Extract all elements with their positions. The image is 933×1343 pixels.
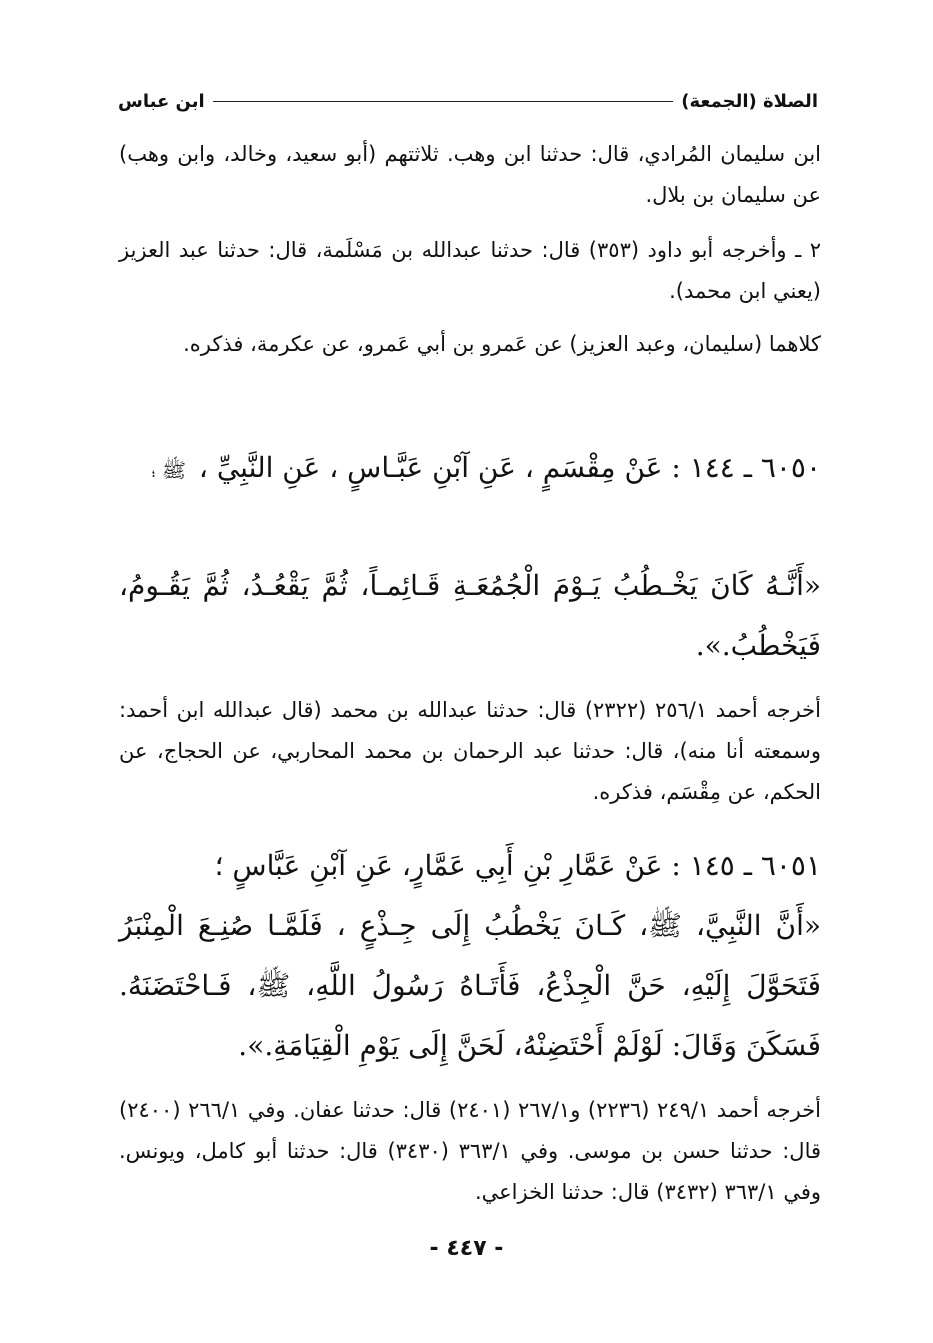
header-section-title: الصلاة (الجمعة) <box>681 90 818 112</box>
intro-text-1: ابن سليمان المُرادي، قال: حدثنا ابن وهب. ثلاثتهم (أبو سعيد، وخالد، وابن وهب) عن سليمان بن بلال. <box>119 142 821 207</box>
header-rule <box>213 101 674 102</box>
intro-paragraph-1 <box>119 134 821 216</box>
hadith-144-heading <box>119 438 821 500</box>
hadith-144-commentary <box>119 690 821 813</box>
hadith-145-matn <box>119 896 821 1076</box>
page-number: - ٤٤٧ - <box>429 1236 504 1261</box>
intro-text-3: كلاهما (سليمان، وعبد العزيز) عن عَمرو بن أبي عَمرو، عن عكرمة، فذكره. <box>183 332 821 356</box>
header-narrator: ابن عباس <box>118 90 205 112</box>
hadith-144-commentary-text: أخرجه أحمد ٢٥٦/١ (٢٣٢٢) قال: حدثنا عبدالله بن محمد (قال عبدالله ابن أحمد: وسمعته أنا منه)، قال: حدثنا عبد الرحمان بن محمد المحاربي، عن الحجاج، عن الحكم، عن مِقْسَم، فذكره. <box>119 698 821 804</box>
hadith-145-commentary <box>119 1090 821 1213</box>
hadith-144-matn-text: «أَنَّـهُ كَانَ يَخْـطُبُ يَـوْمَ الْجُمُعَـةِ قَـائِمـاً، ثُمَّ يَقْعُـدُ، ثُمَّ يَقُـومُ، فَيَخْطُبُ.». <box>119 569 821 662</box>
hadith-145-matn-text: «أَنَّ النَّبِيَّ، ﷺ، كَـانَ يَخْطُبُ إِلَى جِـذْعٍ ، فَلَمَّـا صُنِـعَ الْمِنْبَرُ فَتَحَوَّلَ إِلَيْهِ، حَنَّ الْجِذْعُ، فَأَتَـاهُ رَسُولُ اللَّهِ، ﷺ، فَـاحْتَضَنَهُ. فَسَكَنَ وَقَالَ: لَوْلَمْ أَحْتَضِنْهُ، لَحَنَّ إِلَى يَوْمِ الْقِيَامَةِ.». <box>119 909 821 1062</box>
salutation-glyph: ﷺ ؛ <box>151 458 186 482</box>
hadith-144-matn <box>119 556 821 676</box>
hadith-145-heading <box>119 836 821 896</box>
hadith-145-commentary-text: أخرجه أحمد ٢٤٩/١ (٢٢٣٦) و٢٦٧/١ (٢٤٠١) قال: حدثنا عفان. وفي ٢٦٦/١ (٢٤٠٠) قال: حدثنا حسن بن موسى. وفي ٣٦٣/١ (٣٤٣٠) قال: حدثنا أبو كامل، ويونس. وفي ٣٦٣/١ (٣٤٣٢) قال: حدثنا الخزاعي. <box>119 1098 822 1204</box>
intro-text-2: ٢ ـ وأخرجه أبو داود (٣٥٣) قال: حدثنا عبدالله بن مَسْلَمة، قال: حدثنا عبد العزيز (يعني ابن محمد). <box>119 238 822 303</box>
hadith-144-isnad: ٦٠٥٠ ـ ١٤٤ : عَنْ مِقْسَمٍ ، عَنِ آبْنِ عَبَّـاسٍ ، عَنِ النَّبِيِّ ، <box>198 451 821 484</box>
intro-paragraph-3 <box>119 324 821 365</box>
running-header <box>118 86 818 116</box>
hadith-145-isnad: ٦٠٥١ ـ ١٤٥ : عَنْ عَمَّارِ بْنِ أَبِي عَمَّارٍ، عَنِ آبْنِ عَبَّاسٍ ؛ <box>214 849 821 882</box>
intro-paragraph-2 <box>119 230 821 312</box>
